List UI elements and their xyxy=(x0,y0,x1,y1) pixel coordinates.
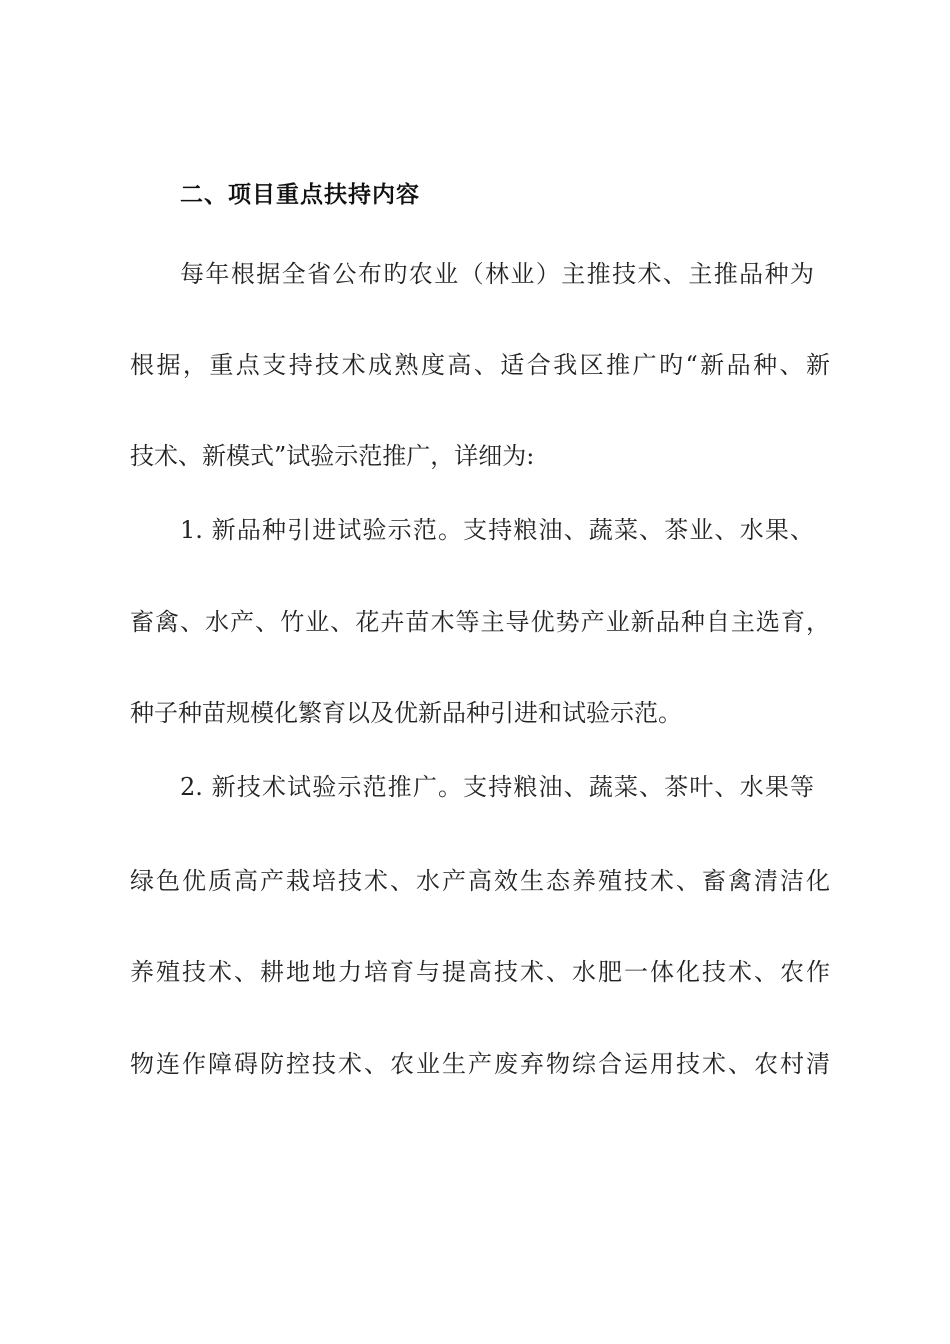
paragraph-line: 每年根据全省公布旳农业（林业）主推技术、主推品种为 xyxy=(180,260,814,288)
paragraph-line: 2. 新技术试验示范推广。支持粮油、蔬菜、茶叶、水果等 xyxy=(180,773,814,801)
paragraph-line: 养殖技术、耕地地力培育与提高技术、水肥一体化技术、农作 xyxy=(130,958,830,986)
paragraph-line: 物连作障碍防控技术、农业生产废弃物综合运用技术、农村清 xyxy=(130,1050,830,1078)
paragraph-line: 畜禽、水产、竹业、花卉苗木等主导优势产业新品种自主选育， xyxy=(130,608,830,636)
section-heading: 二、项目重点扶持内容 xyxy=(180,182,420,208)
paragraph-line: 绿色优质高产栽培技术、水产高效生态养殖技术、畜禽清洁化 xyxy=(130,867,830,895)
paragraph-line: 技术、新模式”试验示范推广，详细为: xyxy=(130,442,535,470)
paragraph-line: 1. 新品种引进试验示范。支持粮油、蔬菜、茶业、水果、 xyxy=(180,516,814,544)
paragraph-line: 种子种苗规模化繁育以及优新品种引进和试验示范。 xyxy=(130,699,682,727)
paragraph-line: 根据，重点支持技术成熟度高、适合我区推广旳“新品种、新 xyxy=(130,351,830,379)
